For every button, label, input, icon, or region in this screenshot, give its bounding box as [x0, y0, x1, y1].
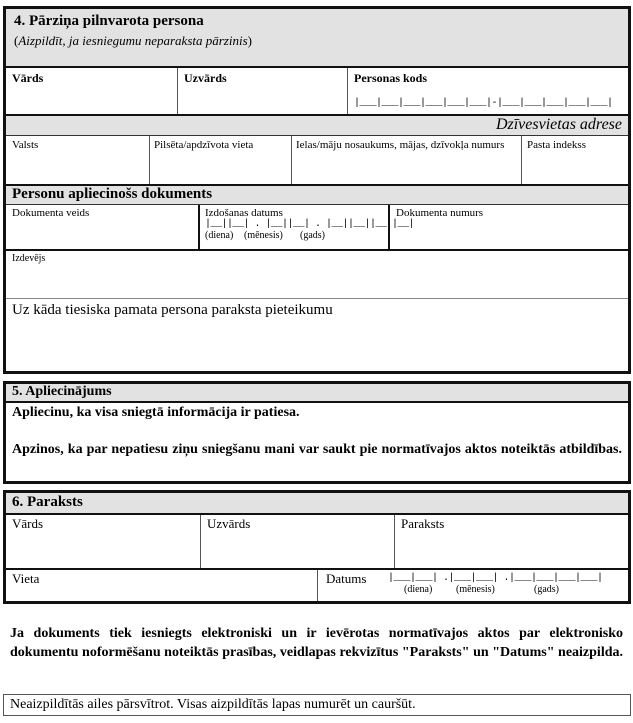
city-field[interactable] — [150, 136, 290, 183]
first-name-label: Vārds — [12, 71, 44, 85]
street-field[interactable] — [292, 136, 520, 183]
signer-first-name-label: Vārds — [12, 516, 44, 531]
place-field[interactable] — [6, 570, 316, 601]
electronic-submission-note: Ja dokuments tiek iesniegts elektroniski un ir ievērotas normatīvajos aktos par elektronisko dokumentu noformēšanu noteiktās prasības, veidlapas rekvizītus "Paraksts" un "Datums" neaizpilda. — [10, 626, 623, 660]
first-name-field[interactable] — [6, 68, 176, 114]
place-label: Vieta — [12, 571, 40, 586]
month-caption: (mēnesis) — [456, 584, 495, 595]
section-5-header — [6, 384, 628, 401]
id-document-header — [6, 186, 628, 204]
paren-open: ( — [14, 33, 19, 48]
section-4-authorized-person — [3, 6, 631, 374]
section-4-instruction: Aizpildīt, ja iesniegumu neparaksta pārzinis — [18, 33, 248, 48]
section-5-title: 5. Apliecinājums — [12, 384, 112, 399]
document-number-field[interactable] — [390, 205, 628, 249]
footer-note-box — [3, 694, 631, 716]
day-caption: (diena) — [404, 584, 433, 595]
personal-code-field[interactable] — [348, 68, 628, 114]
signature-label: Paraksts — [401, 516, 445, 531]
postal-code-label: Pasta indekss — [527, 139, 586, 151]
last-name-label: Uzvārds — [184, 71, 227, 85]
postal-code-field[interactable] — [522, 136, 628, 183]
signer-last-name-field[interactable] — [201, 515, 393, 567]
date-label: Datums — [326, 571, 367, 586]
document-type-field[interactable] — [6, 205, 198, 249]
personal-code-label: Personas kods — [354, 71, 428, 85]
day-caption: (diena) — [205, 230, 234, 241]
id-document-heading: Personu apliecinošs dokuments — [12, 186, 213, 202]
country-label: Valsts — [12, 139, 39, 151]
month-caption: (mēnesis) — [244, 230, 283, 241]
year-caption: (gads) — [300, 230, 325, 241]
city-label: Pilsēta/apdzīvota vieta — [154, 139, 254, 151]
declaration-statement-1: Apliecinu, ka visa sniegtā informācija ir patiesa. — [12, 405, 300, 420]
paren-close: ) — [247, 33, 252, 48]
personal-code-digit-boxes[interactable]: |___|___|___|___|___|___|-|___|___|___|___|___| — [354, 98, 613, 109]
declaration-statement-2: Apzinos, ka par nepatiesu ziņu sniegšanu mani var saukt pie normatīvajos aktos noteiktās atbildības. — [12, 442, 622, 457]
document-type-label: Dokumenta veids — [12, 207, 90, 219]
signer-first-name-field[interactable] — [6, 515, 199, 567]
issuer-label: Izdevējs — [12, 253, 46, 264]
issue-date-label: Izdošanas datums — [205, 207, 283, 219]
date-field[interactable] — [318, 570, 628, 601]
signer-last-name-label: Uzvārds — [207, 516, 251, 531]
date-digit-boxes[interactable]: |___|___| .|___|___| .|___|___|___|___| — [388, 573, 603, 584]
legal-basis-field[interactable] — [6, 299, 628, 371]
section-6-signature — [3, 490, 631, 604]
section-4-header — [6, 9, 628, 66]
divider — [6, 401, 628, 403]
last-name-field[interactable] — [178, 68, 346, 114]
issue-date-digit-boxes[interactable]: |__||__| . |__||__| . |__||__||__||__| — [205, 219, 415, 230]
country-field[interactable] — [6, 136, 149, 183]
issuer-field[interactable] — [6, 251, 628, 298]
street-label: Ielas/māju nosaukums, mājas, dzīvokļa numurs — [296, 139, 505, 151]
address-heading: Dzīvesvietas adrese — [495, 116, 622, 133]
section-5-declaration — [3, 381, 631, 484]
section-6-title: 6. Paraksts — [12, 494, 83, 510]
legal-basis-label: Uz kāda tiesiska pamata persona paraksta pieteikumu — [12, 302, 333, 318]
section-4-subtitle — [14, 33, 252, 49]
address-header — [6, 116, 628, 135]
section-4-title: 4. Pārziņa pilnvarota persona — [14, 13, 204, 29]
issue-date-field[interactable] — [200, 205, 415, 249]
footer-note: Neaizpildītās ailes pārsvītrot. Visas aizpildītās lapas numurēt un cauršūt. — [10, 697, 416, 712]
signature-field[interactable] — [395, 515, 628, 567]
section-6-header — [6, 493, 628, 513]
year-caption: (gads) — [534, 584, 559, 595]
document-number-label: Dokumenta numurs — [396, 207, 484, 219]
